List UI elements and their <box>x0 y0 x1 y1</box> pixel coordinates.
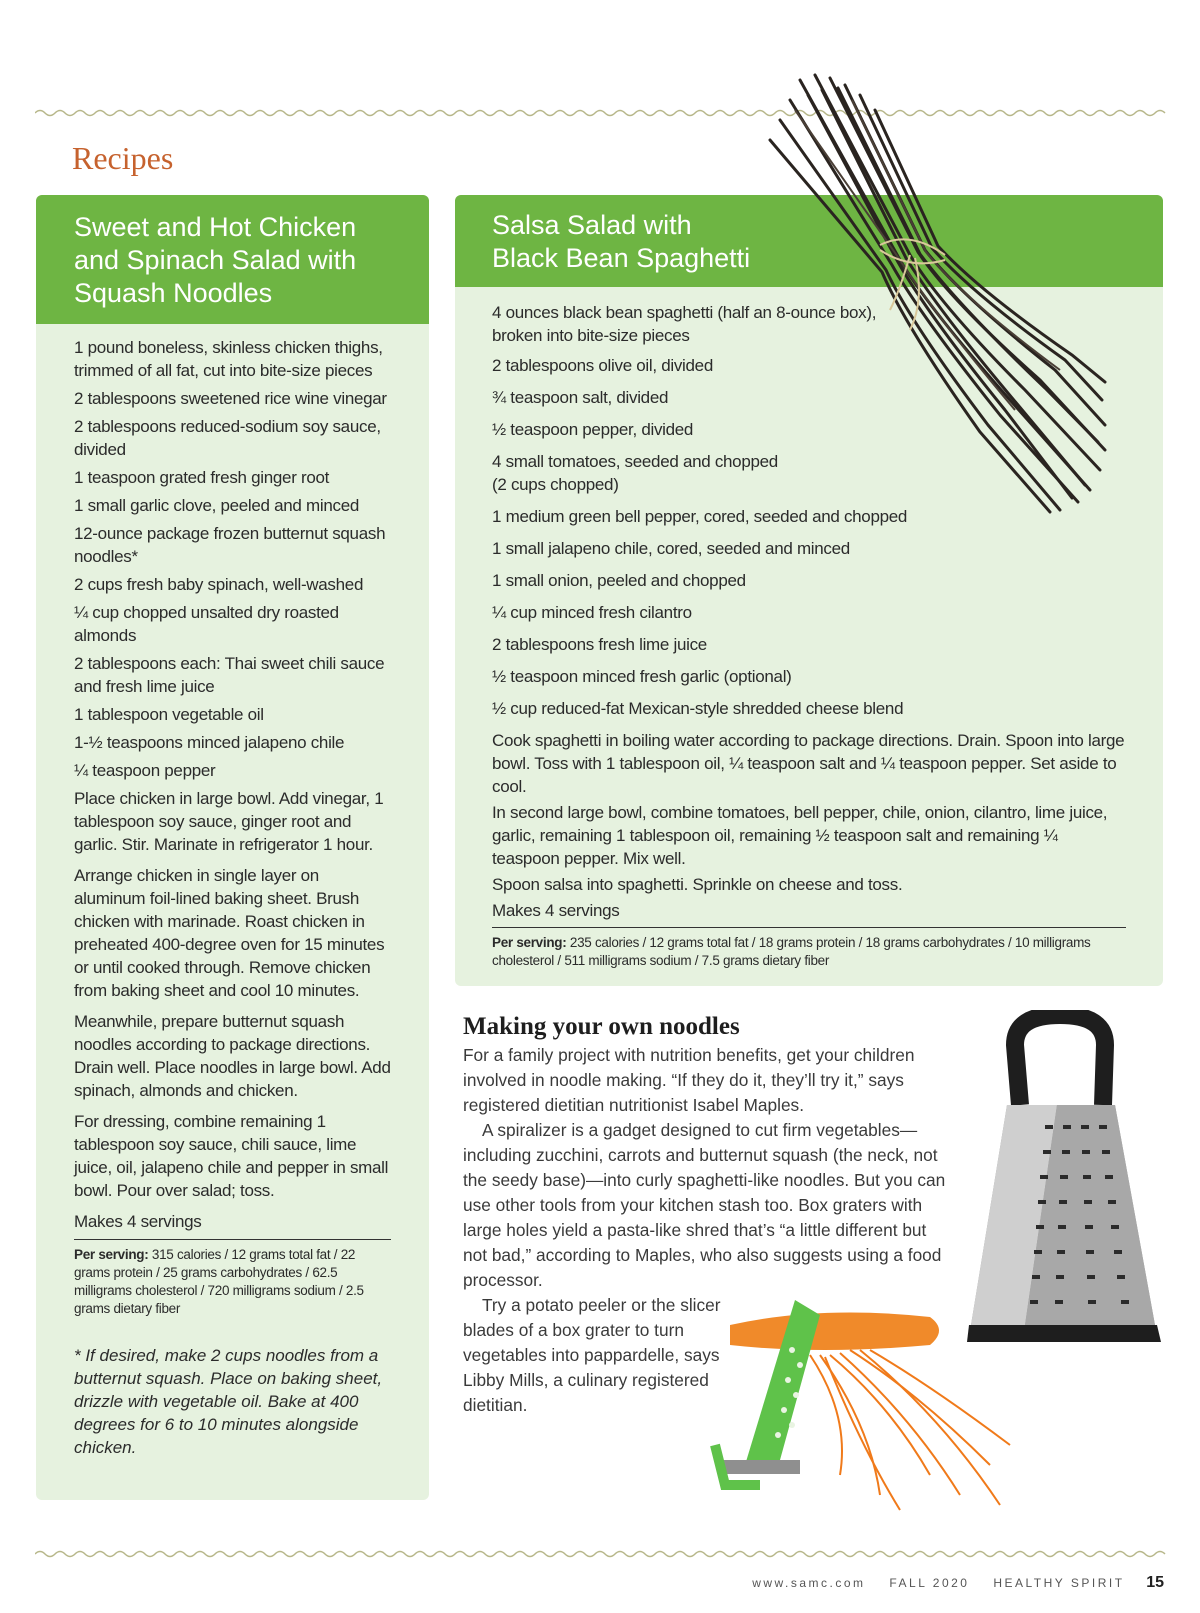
ingredient-item: 1 tablespoon vegetable oil <box>74 705 264 724</box>
ingredient-item: 1-½ teaspoons minced jalapeno chile <box>74 733 345 752</box>
nutrition-info <box>492 934 1126 970</box>
per-serving-label: Per serving: <box>74 1247 149 1262</box>
noodles-title: Making your own noodles <box>463 1013 740 1040</box>
ingredient-item: ¼ cup minced fresh cilantro <box>492 603 692 622</box>
nutrition-info <box>74 1246 391 1318</box>
recipe-body <box>36 324 429 1459</box>
per-serving-label: Per serving: <box>492 935 567 950</box>
servings: Makes 4 servings <box>74 1212 202 1231</box>
footer-magazine-name: HEALTHY SPIRIT <box>993 1576 1125 1590</box>
article-paragraph: A spiralizer is a gadget designed to cut firm vegetables—including zucchini, carrots and butternut squash (the neck, not the seedy base)—into curly spaghetti-like noodles. But you can use other tools from your kitchen stash too. Box graters with large holes yield a pasta-like shred that’s “a little different but not bad,” according to Maples, who also suggests using a food processor. <box>463 1120 946 1290</box>
instruction-step: Spoon salsa into spaghetti. Sprinkle on cheese and toss. <box>492 875 903 894</box>
recipe-title-line: Black Bean Spaghetti <box>492 243 751 273</box>
per-serving-values: 235 calories / 12 grams total fat / 18 grams protein / 18 grams carbohydrates / 10 milligrams cholesterol / 511 milligrams sodium / 7.5 grams dietary fiber <box>492 935 1091 968</box>
instruction-step: Place chicken in large bowl. Add vinegar, 1 tablespoon soy sauce, ginger root and garlic. Stir. Marinate in refrigerator 1 hour. <box>74 789 384 854</box>
ingredient-item: 1 small garlic clove, peeled and minced <box>74 496 360 515</box>
section-title: Recipes <box>72 140 174 176</box>
article-paragraph: For a family project with nutrition benefits, get your children involved in noodle making. “If they do it, they’ll try it,” says registered dietitian nutritionist Isabel Maples. <box>463 1045 915 1115</box>
page-footer <box>734 1574 1164 1592</box>
recipe-title-line: Salsa Salad with <box>492 210 692 240</box>
ingredient-item: 12-ounce package frozen butternut squash noodles* <box>74 524 386 566</box>
ingredient-item: ½ teaspoon minced fresh garlic (optional) <box>492 667 792 686</box>
instruction-step: Arrange chicken in single layer on aluminum foil-lined baking sheet. Brush chicken with marinade. Roast chicken in preheated 400-degree oven for 15 minutes or until cooked through. Remove chicken from baking sheet and cool 10 minutes. <box>74 866 385 1000</box>
ingredient-item: 1 small jalapeno chile, cored, seeded and minced <box>492 539 850 558</box>
recipe-card-chicken-salad <box>36 195 429 1500</box>
ingredient-item: ¼ cup chopped unsalted dry roasted almonds <box>74 603 339 645</box>
ingredient-item: 2 tablespoons fresh lime juice <box>492 635 707 654</box>
ingredient-item: 2 tablespoons sweetened rice wine vinegar <box>74 389 387 408</box>
black-bean-spaghetti-image <box>760 70 1110 515</box>
footer-issue: FALL 2020 <box>889 1576 970 1590</box>
ingredient-item: 1 medium green bell pepper, cored, seeded and chopped <box>492 507 908 526</box>
per-serving-values: 315 calories / 12 grams total fat / 22 grams protein / 25 grams carbohydrates / 62.5 milligrams cholesterol / 720 milligrams sodium / 2.5 grams dietary fiber <box>74 1247 364 1316</box>
ingredient-item: 1 pound boneless, skinless chicken thighs, trimmed of all fat, cut into bite-size pieces <box>74 338 383 380</box>
nutrition-divider <box>492 927 1126 928</box>
instruction-step: For dressing, combine remaining 1 tablespoon soy sauce, chili sauce, lime juice, oil, jalapeno chile and pepper in small bowl. Pour over salad; toss. <box>74 1112 389 1200</box>
ingredient-item: ¼ teaspoon pepper <box>74 761 216 780</box>
servings: Makes 4 servings <box>492 901 620 920</box>
ingredient-item: ¾ teaspoon salt, divided <box>492 388 669 407</box>
nutrition-divider <box>74 1239 391 1240</box>
recipe-title-line: and Spinach Salad with <box>74 245 357 275</box>
recipe-title <box>36 195 429 324</box>
instruction-step: In second large bowl, combine tomatoes, bell pepper, chile, onion, cilantro, lime juice, garlic, remaining 1 tablespoon oil, remaining ½ teaspoon salt and remaining ¼ teaspoon pepper. Mix well. <box>492 803 1108 868</box>
ingredient-item: ½ teaspoon pepper, divided <box>492 420 694 439</box>
page-number: 15 <box>1146 1574 1164 1591</box>
ingredient-item: 2 cups fresh baby spinach, well-washed <box>74 575 364 594</box>
article-paragraph: Try a potato peeler or the slicer blades of a box grater to turn vegetables into pappardelle, says Libby Mills, a culinary registered dietitian. <box>463 1295 721 1415</box>
footnote: * If desired, make 2 cups noodles from a butternut squash. Place on baking sheet, drizzle with vegetable oil. Bake at 400 degrees for 6 to 10 minutes alongside chicken. <box>74 1346 383 1457</box>
ingredient-item: 2 tablespoons reduced-sodium soy sauce, divided <box>74 417 381 459</box>
ingredient-item: 4 ounces black bean spaghetti (half an 8-ounce box), broken into bite-size pieces <box>492 303 877 345</box>
instruction-step: Cook spaghetti in boiling water according to package directions. Drain. Spoon into large bowl. Toss with 1 tablespoon oil, ¼ teaspoon salt and ¼ teaspoon pepper. Set aside to cool. <box>492 731 1125 796</box>
ingredient-item: 4 small tomatoes, seeded and chopped (2 cups chopped) <box>492 452 778 494</box>
ingredient-item: ½ cup reduced-fat Mexican-style shredded cheese blend <box>492 699 904 718</box>
ingredient-item: 1 small onion, peeled and chopped <box>492 571 746 590</box>
recipe-title-line: Squash Noodles <box>74 278 273 308</box>
ingredient-item: 2 tablespoons each: Thai sweet chili sauce and fresh lime juice <box>74 654 385 696</box>
peeler-carrot-image <box>700 1295 1040 1525</box>
footer-site-link[interactable]: www.samc.com <box>752 1576 866 1590</box>
bottom-wavy-divider <box>35 1549 1170 1559</box>
recipe-title-line: Sweet and Hot Chicken <box>74 212 357 242</box>
ingredient-item: 1 teaspoon grated fresh ginger root <box>74 468 330 487</box>
instruction-step: Meanwhile, prepare butternut squash noodles according to package directions. Drain well. Place noodles in large bowl. Add spinach, almonds and chicken. <box>74 1012 391 1100</box>
ingredient-item: 2 tablespoons olive oil, divided <box>492 356 713 375</box>
